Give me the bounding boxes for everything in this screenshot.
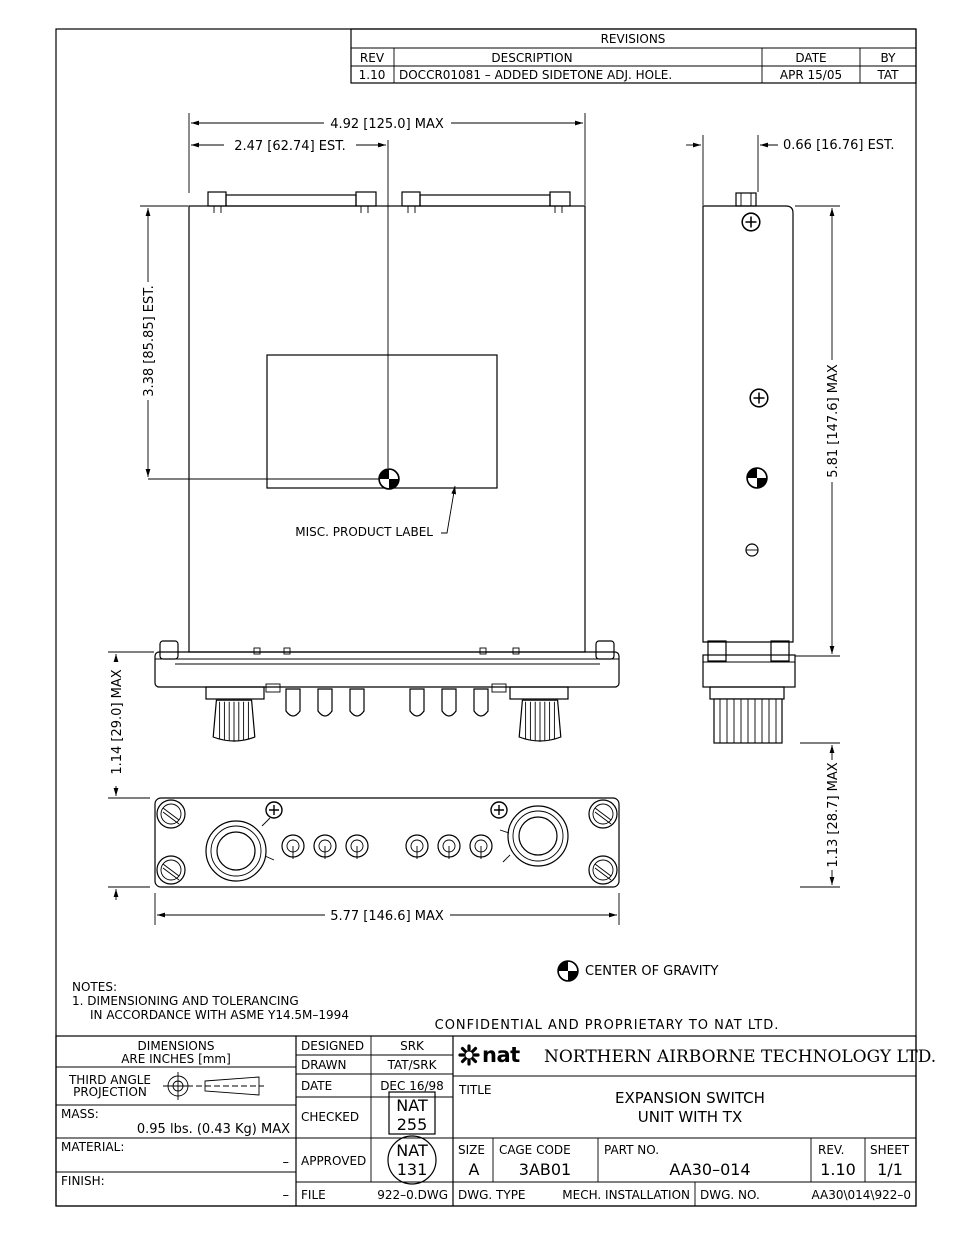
title-block <box>56 1036 936 1206</box>
description-col-header: DESCRIPTION <box>491 51 573 65</box>
size-label: SIZE <box>458 1143 485 1157</box>
file-label: FILE <box>301 1188 326 1202</box>
revision-row-rev: 1.10 <box>358 68 386 82</box>
designed-label: DESIGNED <box>301 1039 365 1053</box>
cg-legend-label: CENTER OF GRAVITY <box>585 964 719 979</box>
dimensions-note-line-1: DIMENSIONS <box>137 1039 215 1053</box>
dimensions-note-line-2: ARE INCHES [mm] <box>121 1052 231 1066</box>
dimension-bezel-height <box>800 743 841 887</box>
cg-x-dim: 2.47 [62.74] EST. <box>234 139 346 154</box>
side-depth-dim: 0.66 [16.76] EST. <box>783 138 895 153</box>
revisions-table <box>351 29 916 83</box>
dwg-type-label: DWG. TYPE <box>458 1188 526 1202</box>
bezel-height-dim: 1.13 [28.7] MAX <box>826 762 841 868</box>
rev-col-header: REV <box>359 51 385 65</box>
drawn-label: DRAWN <box>301 1058 347 1072</box>
product-label-callout: MISC. PRODUCT LABEL <box>295 525 433 539</box>
revision-row-by: TAT <box>877 68 899 82</box>
checked-label: CHECKED <box>301 1110 360 1124</box>
third-angle-projection-icon <box>163 1072 264 1100</box>
sheet-value: 1/1 <box>877 1160 903 1179</box>
finish-value: – <box>282 1188 289 1203</box>
dimension-cg-x <box>191 139 388 468</box>
checked-stamp-line-1: NAT <box>396 1096 428 1115</box>
dwg-no-label: DWG. NO. <box>700 1188 760 1202</box>
cg-height-dim: 3.38 [85.85] EST. <box>142 285 157 397</box>
date-label: DATE <box>301 1079 333 1093</box>
material-value: – <box>282 1155 289 1170</box>
bezel-width-dim: 5.77 [146.6] MAX <box>330 909 444 924</box>
approved-stamp-line-1: NAT <box>396 1141 428 1160</box>
title-line-1: EXPANSION SWITCH <box>615 1089 765 1107</box>
drawn-value: TAT/SRK <box>387 1058 437 1072</box>
designed-value: SRK <box>400 1039 424 1053</box>
checked-stamp-line-2: 255 <box>396 1115 428 1134</box>
dimension-side-depth <box>686 135 895 205</box>
file-value: 922–0.DWG <box>377 1188 448 1202</box>
top-view <box>148 192 619 742</box>
dwg-type-value: MECH. INSTALLATION <box>562 1188 690 1202</box>
mass-label: MASS: <box>61 1107 99 1121</box>
logo-wordmark: nat <box>482 1043 520 1067</box>
product-label-area <box>267 355 497 488</box>
projection-line-2: PROJECTION <box>73 1085 147 1099</box>
sheet-label: SHEET <box>870 1143 910 1157</box>
notes-heading: NOTES: <box>72 980 117 994</box>
cg-legend-icon <box>558 961 578 981</box>
size-value: A <box>468 1160 480 1179</box>
side-height-dim: 5.81 [147.6] MAX <box>826 364 841 478</box>
finish-label: FINISH: <box>61 1174 105 1188</box>
date-value: DEC 16/98 <box>380 1079 444 1093</box>
projection-line-1: THIRD ANGLE <box>68 1073 152 1087</box>
title-label: TITLE <box>459 1083 492 1097</box>
part-no-value: AA30–014 <box>669 1160 751 1179</box>
dimension-overall-width <box>189 113 585 205</box>
dimension-cg-height <box>140 206 188 477</box>
cage-code-label: CAGE CODE <box>499 1143 571 1157</box>
dwg-no-value: AA30\014\922–0 <box>811 1188 911 1202</box>
front-bezel-view <box>155 798 619 887</box>
approved-label: APPROVED <box>301 1154 367 1168</box>
dimension-side-height <box>795 206 841 656</box>
dimension-front-height <box>108 652 154 798</box>
center-of-gravity-icon <box>379 469 399 489</box>
overall-width-dim: 4.92 [125.0] MAX <box>330 117 444 132</box>
rev-value: 1.10 <box>820 1160 856 1179</box>
company-name: NORTHERN AIRBORNE TECHNOLOGY LTD. <box>544 1047 937 1067</box>
date-col-header: DATE <box>795 51 827 65</box>
part-no-label: PART NO. <box>604 1143 660 1157</box>
cage-code-value: 3AB01 <box>518 1160 572 1179</box>
rev-label: REV. <box>818 1143 845 1157</box>
front-height-dim: 1.14 [29.0] MAX <box>110 669 125 775</box>
revision-row-date: APR 15/05 <box>779 68 843 82</box>
revisions-heading: REVISIONS <box>600 32 666 46</box>
mass-value: 0.95 lbs. (0.43 Kg) MAX <box>136 1122 290 1137</box>
dimension-bezel-width <box>108 887 619 925</box>
nat-logo-icon <box>460 1043 520 1067</box>
note-1-line-1: 1. DIMENSIONING AND TOLERANCING <box>72 994 299 1008</box>
material-label: MATERIAL: <box>61 1140 125 1154</box>
revision-row-desc: DOCCR01081 – ADDED SIDETONE ADJ. HOLE. <box>399 68 673 82</box>
note-1-line-2: IN ACCORDANCE WITH ASME Y14.5M–1994 <box>90 1008 349 1022</box>
confidential-notice: CONFIDENTIAL AND PROPRIETARY TO NAT LTD. <box>434 1018 780 1033</box>
side-view <box>703 193 795 743</box>
title-line-2: UNIT WITH TX <box>637 1108 743 1126</box>
approved-stamp-line-2: 131 <box>396 1160 428 1179</box>
by-col-header: BY <box>880 51 896 65</box>
